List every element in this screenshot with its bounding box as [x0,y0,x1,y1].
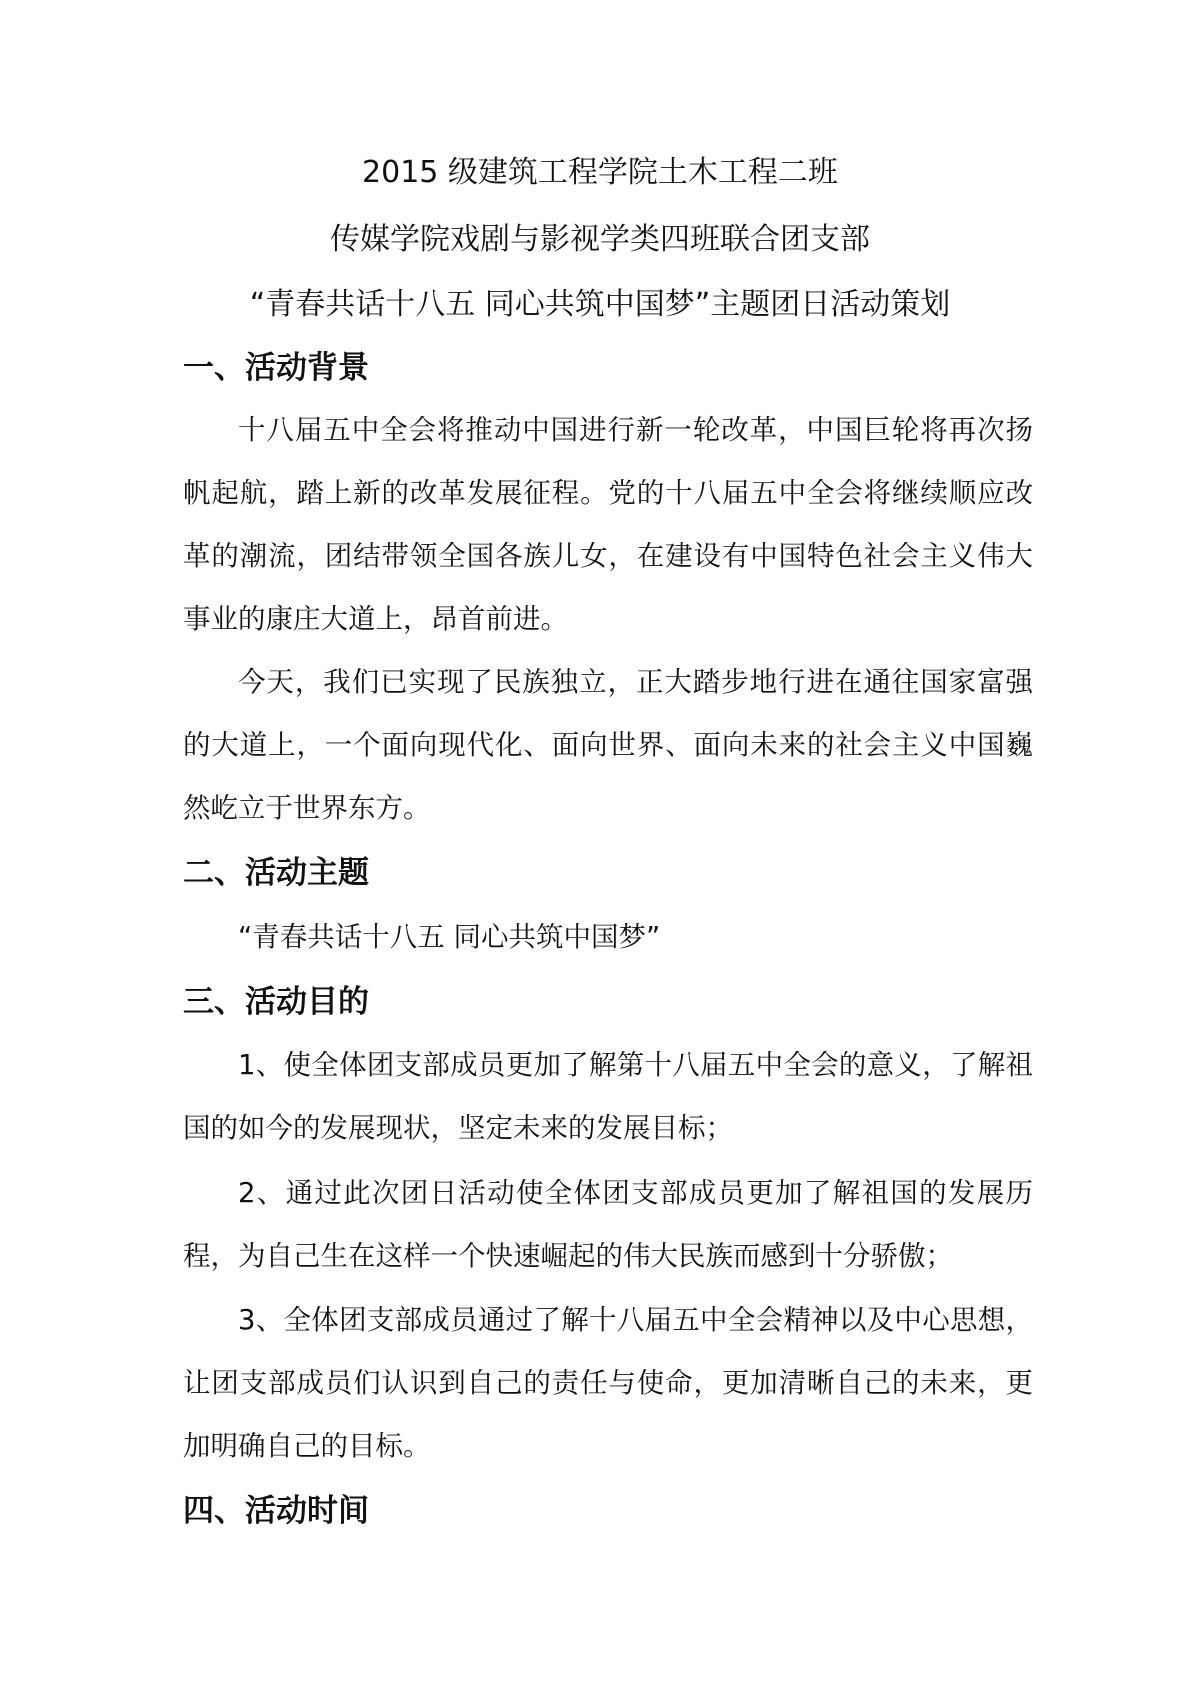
title-line-1: 2015 级建筑工程学院土木工程二班 [362,155,838,190]
background-paragraph-2: 今天，我们已实现了民族独立，正大踏步地行进在通往国家富强的大道上，一个面向现代化、面向世界、面向未来的社会主义中国巍然屹立于世界东方。 [183,666,1033,824]
purpose-item-3: 3、全体团支部成员通过了解十八届五中全会精神以及中心思想，让团支部成员们认识到自己的责任与使命，更加清晰自己的未来，更加明确自己的目标。 [183,1304,1033,1462]
section-heading-background: 一、活动背景 [183,350,369,386]
theme-text: “青春共话十八五 同心共筑中国梦” [238,921,661,953]
title-line-3: “青春共话十八五 同心共筑中国梦”主题团日活动策划 [249,287,951,322]
title-line-2: 传媒学院戏剧与影视学类四班联合团支部 [330,222,870,257]
section-heading-theme: 二、活动主题 [183,855,369,891]
background-paragraph-1: 十八届五中全会将推动中国进行新一轮改革，中国巨轮将再次扬帆起航，踏上新的改革发展征程。党的十八届五中全会将继续顺应改革的潮流，团结带领全国各族儿女，在建设有中国特色社会主义伟大事业的康庄大道上，昂首前进。 [183,414,1033,635]
section-heading-purpose: 三、活动目的 [183,984,369,1020]
purpose-item-1: 1、使全体团支部成员更加了解第十八届五中全会的意义，了解祖国的如今的发展现状，坚定未来的发展目标； [183,1049,1033,1144]
section-heading-time: 四、活动时间 [183,1493,369,1529]
purpose-item-2: 2、通过此次团日活动使全体团支部成员更加了解祖国的发展历程，为自己生在这样一个快速崛起的伟大民族而感到十分骄傲； [183,1177,1033,1272]
